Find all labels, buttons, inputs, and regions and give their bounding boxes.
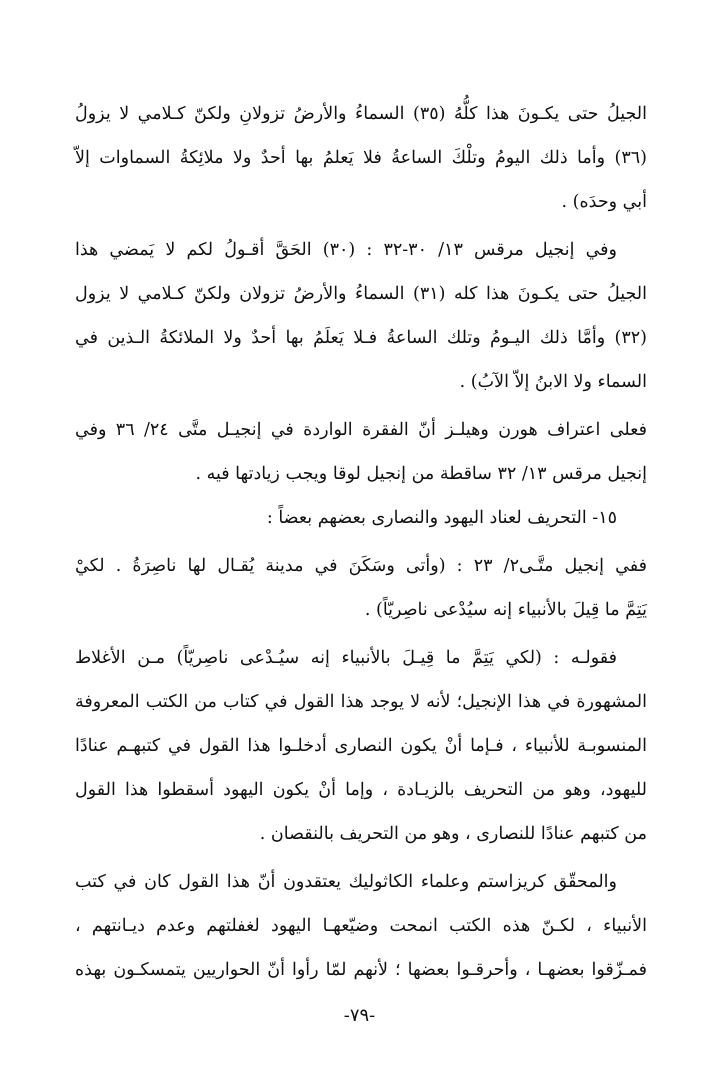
text-line: إنجيل مرقس ١٣/ ٣٢ ساقطة من إنجيل لوقا ويجب زيادتها فيه . bbox=[195, 464, 647, 484]
text-line: فمـزّقوا بعضهـا ، وأحرقـوا بعضها ؛ لأنهم لمّا رأوا أنّ الحواريين يتمسكـون بهذه bbox=[75, 960, 647, 980]
text-line: يَتِمَّ ما قِيلَ بالأنبياء إنه سيُدْعى ناصِريّاً) . bbox=[364, 600, 647, 620]
text-line: (٣٦) وأما ذلك اليومُ وتلْكَ الساعةُ فلا يَعلمُ بها أحدٌ ولا ملائِكةُ السماوات إلاّ bbox=[75, 148, 647, 168]
text-line: الجيلُ حتى يكـونَ هذا كله (٣١) السماءُ والأرضُ تزولان ولكنّ كـلامي لا يزول bbox=[75, 284, 647, 304]
text-line: المنسوبـة للأنبياء ، فـإما أنْ يكون النصارى أدخلـوا هذا القول في كتبهـم عنادًا bbox=[75, 736, 647, 756]
text-line: السماء ولا الابنُ إلاّ الآبُ) . bbox=[459, 372, 647, 392]
text-line: وفي إنجيل مرقس ١٣/ ٣٠-٣٢ : (٣٠) الحَقَّ أقـولُ لكم لا يَمضي هذا bbox=[75, 240, 617, 260]
section-heading: ١٥- التحريف لعناد اليهود والنصارى بعضهم بعضاً : bbox=[266, 508, 617, 528]
text-line: من كتبهم عنادًا للنصارى ، وهو من التحريف بالنقصان . bbox=[259, 824, 647, 844]
text-line: فعلى اعتراف هورن وهيلـز أنّ الفقرة الواردة في إنجيـل متَّى ٢٤/ ٣٦ وفي bbox=[75, 420, 647, 440]
text-line: لليهود، وهو من التحريف بالزيـادة ، وإما أنْ يكون اليهود أسقطوا هذا القول bbox=[75, 780, 647, 800]
text-line: الأنبياء ، لكـنّ هذه الكتب انمحت وضيّعهـا اليهود لغفلتهم وعدم ديـانتهم ، bbox=[75, 916, 647, 936]
text-line: الجيلُ حتى يكـونَ هذا كلُّهُ (٣٥) السماءُ والأرضُ تزولانِ ولكنّ كـلامي لا يزولُ bbox=[75, 104, 647, 124]
body-text bbox=[75, 92, 647, 992]
text-line: أبي وحدَه) . bbox=[561, 192, 647, 212]
text-line: فقولـه : (لكي يَتِمَّ ما قِيـلَ بالأنبياء إنه سيُـدْعى ناصِريّاً) مـن الأغلاط bbox=[75, 648, 617, 668]
text-line: والمحقّق كريزاستم وعلماء الكاثوليك يعتقدون أنّ هذا القول كان في كتب bbox=[75, 872, 617, 892]
text-line: (٣٢) وأمَّا ذلك اليـومُ وتلك الساعةُ فـلا يَعلَمُ بها أحدٌ ولا الملائكةُ الـذين في bbox=[75, 328, 647, 348]
page-number: -٧٩- bbox=[343, 1005, 376, 1026]
text-line: ففي إنجيل متَّـى٢/ ٢٣ : (وأتى وسَكَنَ في مدينة يُقـال لها ناصِرَةُ . لكيْ bbox=[75, 556, 647, 576]
text-line: المشهورة في هذا الإنجيل؛ لأنه لا يوجد هذا القول في كتاب من الكتب المعروفة bbox=[75, 692, 647, 712]
